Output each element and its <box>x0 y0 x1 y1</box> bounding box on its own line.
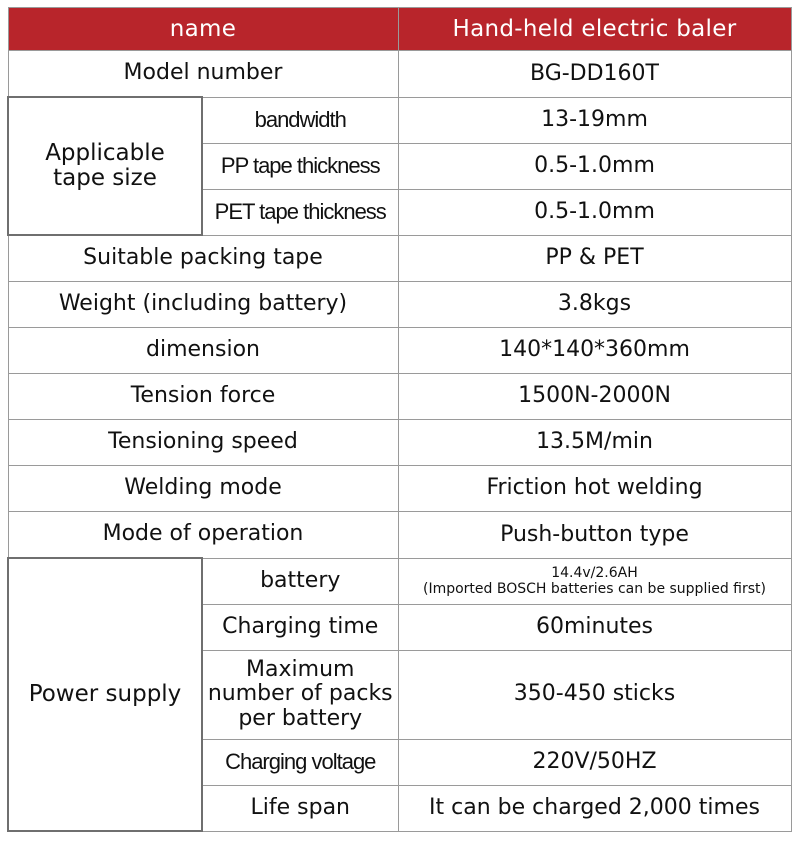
row-label <box>202 650 398 739</box>
table-row <box>8 512 791 559</box>
header-row <box>8 8 791 51</box>
row-label: Charging time <box>202 604 398 650</box>
power-supply-group-label: Power supply <box>8 558 202 831</box>
row-label: Life span <box>202 785 398 831</box>
table-row <box>8 374 791 420</box>
row-value: 350-450 sticks <box>398 650 791 739</box>
row-value: 220V/50HZ <box>398 739 791 785</box>
row-label: Charging voltage <box>202 739 398 785</box>
group-label-line: Applicable <box>45 139 165 166</box>
row-value: 60minutes <box>398 604 791 650</box>
row-label: bandwidth <box>202 97 398 143</box>
table-row <box>8 328 791 374</box>
table-row <box>8 97 791 143</box>
row-label: PET tape thickness <box>202 189 398 235</box>
row-value: 13-19mm <box>398 97 791 143</box>
row-label: battery <box>202 558 398 604</box>
label-line: per battery <box>238 705 363 731</box>
row-value: Push-button type <box>398 512 791 559</box>
row-label: Weight (including battery) <box>8 282 398 328</box>
table-row <box>8 282 791 328</box>
row-label: Model number <box>8 51 398 98</box>
row-value: 3.8kgs <box>398 282 791 328</box>
header-name: name <box>8 8 398 51</box>
label-line: Maximum <box>246 657 355 683</box>
table-row <box>8 558 791 604</box>
row-label: dimension <box>8 328 398 374</box>
row-label: Tensioning speed <box>8 420 398 466</box>
table-row <box>8 235 791 282</box>
battery-note: (Imported BOSCH batteries can be supplied first) <box>423 581 766 597</box>
row-value: It can be charged 2,000 times <box>398 785 791 831</box>
row-value: PP & PET <box>398 235 791 282</box>
row-value: 13.5M/min <box>398 420 791 466</box>
row-label: Tension force <box>8 374 398 420</box>
row-value: Friction hot welding <box>398 466 791 512</box>
row-label: Welding mode <box>8 466 398 512</box>
row-label: Suitable packing tape <box>8 235 398 282</box>
tape-size-group-label <box>8 97 202 235</box>
row-value: 1500N-2000N <box>398 374 791 420</box>
group-label-line: tape size <box>53 165 157 191</box>
table-row <box>8 51 791 98</box>
row-label: PP tape thickness <box>202 143 398 189</box>
row-value: 0.5-1.0mm <box>398 189 791 235</box>
row-value: 0.5-1.0mm <box>398 143 791 189</box>
spec-table <box>7 7 792 832</box>
row-value <box>398 558 791 604</box>
table-row <box>8 466 791 512</box>
header-product: Hand-held electric baler <box>398 8 791 51</box>
battery-value: 14.4v/2.6AH <box>551 564 638 581</box>
table-row <box>8 420 791 466</box>
label-line: number of packs <box>207 681 393 707</box>
row-value: BG-DD160T <box>398 51 791 98</box>
row-label: Mode of operation <box>8 512 398 559</box>
row-value: 140*140*360mm <box>398 328 791 374</box>
